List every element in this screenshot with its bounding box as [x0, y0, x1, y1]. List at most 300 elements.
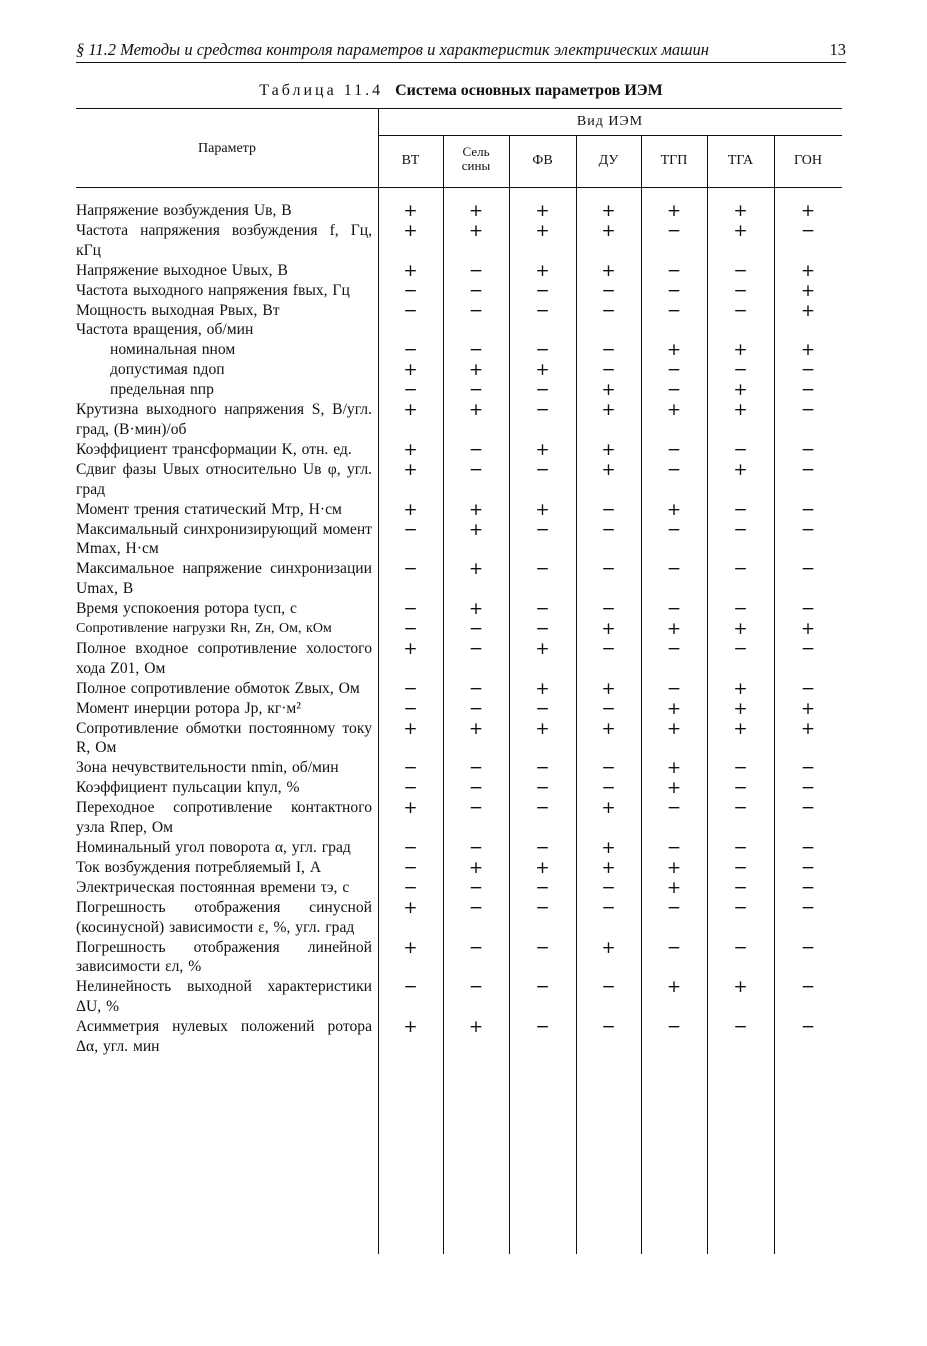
- applicability-mark: −: [468, 778, 484, 799]
- applicability-mark: +: [601, 400, 616, 421]
- applicability-mark: +: [601, 718, 616, 739]
- applicability-mark: −: [403, 340, 418, 361]
- applicability-mark: +: [800, 340, 816, 361]
- applicability-mark: +: [403, 718, 418, 739]
- applicability-mark: +: [535, 499, 550, 520]
- running-head-title: § 11.2 Методы и средства контроля параметров и характеристик электрических машин: [76, 40, 709, 59]
- applicability-mark: +: [733, 678, 748, 699]
- applicability-mark: −: [733, 877, 748, 898]
- applicability-mark: −: [666, 559, 682, 580]
- applicability-mark: −: [535, 1017, 550, 1038]
- applicability-mark: +: [468, 220, 484, 241]
- applicability-mark: +: [800, 698, 816, 719]
- applicability-mark: −: [666, 360, 682, 381]
- applicability-mark: −: [800, 559, 816, 580]
- table-top-rule: [76, 108, 842, 109]
- table-row: [76, 599, 842, 619]
- applicability-mark: −: [535, 599, 550, 620]
- applicability-mark: +: [403, 499, 418, 520]
- applicability-mark: −: [601, 897, 616, 918]
- applicability-mark: −: [535, 877, 550, 898]
- applicability-mark: −: [733, 857, 748, 878]
- applicability-mark: −: [733, 499, 748, 520]
- applicability-mark: −: [800, 439, 816, 460]
- applicability-mark: −: [468, 380, 484, 401]
- applicability-mark: −: [601, 280, 616, 301]
- table-row: [76, 559, 842, 599]
- applicability-mark: +: [535, 678, 550, 699]
- applicability-mark: +: [733, 459, 748, 480]
- table-row: [76, 639, 842, 679]
- parameter-name: Напряжение выходное Uвых, В: [76, 261, 288, 279]
- applicability-mark: −: [800, 897, 816, 918]
- applicability-mark: −: [666, 638, 682, 659]
- table-row: [76, 878, 842, 898]
- applicability-mark: +: [666, 340, 682, 361]
- applicability-mark: −: [468, 300, 484, 321]
- applicability-mark: −: [403, 778, 418, 799]
- applicability-mark: +: [601, 220, 616, 241]
- applicability-mark: −: [601, 977, 616, 998]
- applicability-mark: −: [468, 678, 484, 699]
- applicability-mark: −: [666, 937, 682, 958]
- applicability-mark: −: [666, 599, 682, 620]
- applicability-mark: +: [666, 400, 682, 421]
- applicability-mark: +: [403, 439, 418, 460]
- applicability-mark: +: [733, 698, 748, 719]
- applicability-mark: −: [666, 838, 682, 858]
- parameter-name: Момент инерции ротора Jр, кг·м²: [76, 699, 301, 717]
- applicability-mark: −: [800, 857, 816, 878]
- parameter-name: Сопротивление нагрузки Rн, Zн, Ом, кОм: [76, 621, 332, 637]
- applicability-mark: +: [666, 778, 682, 799]
- parameter-name: Погрешность отображения синусной (косинусной) зависимости ε, %, угл. град: [76, 898, 372, 936]
- parameter-name: Нелинейность выходной характеристики ΔU, %: [76, 978, 372, 1016]
- group-header-rule: [378, 135, 842, 136]
- parameter-name: Частота вращения, об/мин: [76, 321, 254, 339]
- applicability-mark: −: [601, 519, 616, 540]
- parameter-name: Частота напряжения возбуждения f, Гц, кГц: [76, 221, 372, 259]
- table-row: [76, 679, 842, 699]
- column-header-tgp: ТГП: [660, 153, 688, 168]
- applicability-mark: +: [535, 201, 550, 221]
- applicability-mark: [443, 320, 509, 340]
- applicability-mark: +: [733, 220, 748, 241]
- applicability-mark: −: [601, 300, 616, 321]
- table-caption-title: Система основных параметров ИЭМ: [395, 82, 663, 99]
- applicability-mark: −: [535, 758, 550, 779]
- applicability-mark: −: [800, 499, 816, 520]
- parameter-name: Мощность выходная Pвых, Вт: [76, 301, 280, 319]
- table-row: [76, 380, 842, 400]
- table-row: [76, 201, 842, 221]
- parameter-name: Зона нечувствительности nmin, об/мин: [76, 759, 339, 777]
- param-column-header: Параметр: [198, 141, 256, 156]
- applicability-mark: −: [733, 300, 748, 321]
- parameter-name: Полное сопротивление обмоток Zвых, Ом: [76, 679, 360, 697]
- applicability-mark: −: [800, 599, 816, 620]
- applicability-mark: −: [601, 1017, 616, 1038]
- applicability-mark: +: [535, 220, 550, 241]
- applicability-mark: +: [800, 619, 816, 640]
- applicability-mark: +: [601, 380, 616, 401]
- applicability-mark: +: [601, 937, 616, 958]
- applicability-mark: +: [733, 380, 748, 401]
- applicability-mark: −: [403, 877, 418, 898]
- applicability-mark: −: [535, 340, 550, 361]
- applicability-mark: +: [733, 619, 748, 640]
- table-row: [76, 699, 842, 719]
- applicability-mark: −: [535, 519, 550, 540]
- applicability-mark: +: [666, 201, 682, 221]
- applicability-mark: +: [733, 977, 748, 998]
- applicability-mark: +: [535, 360, 550, 381]
- table-row: [76, 898, 842, 938]
- applicability-mark: −: [535, 778, 550, 799]
- parameter-name: предельная nпр: [110, 381, 214, 399]
- applicability-mark: −: [733, 559, 748, 580]
- applicability-mark: −: [733, 519, 748, 540]
- column-header-gon: ГОН: [794, 153, 822, 168]
- applicability-mark: +: [535, 857, 550, 878]
- group-column-header: Вид ИЭМ: [576, 114, 644, 129]
- applicability-mark: −: [800, 838, 816, 858]
- applicability-mark: −: [468, 340, 484, 361]
- applicability-mark: +: [403, 260, 418, 281]
- applicability-mark: +: [468, 1017, 484, 1038]
- applicability-mark: −: [733, 758, 748, 779]
- applicability-mark: −: [535, 619, 550, 640]
- column-header-tga: ТГА: [727, 153, 754, 168]
- parameter-name: Напряжение возбуждения Uв, В: [76, 202, 292, 219]
- applicability-mark: +: [468, 857, 484, 878]
- applicability-mark: −: [733, 280, 748, 301]
- applicability-mark: +: [601, 678, 616, 699]
- applicability-mark: −: [468, 798, 484, 819]
- table-row: [76, 360, 842, 380]
- parameter-name: Частота выходного напряжения fвых, Гц: [76, 281, 350, 299]
- applicability-mark: −: [666, 280, 682, 301]
- applicability-mark: +: [403, 459, 418, 480]
- applicability-mark: +: [601, 201, 616, 221]
- applicability-mark: −: [800, 360, 816, 381]
- applicability-mark: +: [800, 718, 816, 739]
- applicability-mark: −: [468, 439, 484, 460]
- column-header-vt: ВТ: [401, 153, 420, 168]
- applicability-mark: −: [468, 977, 484, 998]
- column-header-selsyn: Сель сины: [461, 144, 491, 173]
- page-number: 13: [829, 40, 846, 59]
- applicability-mark: −: [601, 559, 616, 580]
- applicability-mark: −: [468, 459, 484, 480]
- applicability-mark: +: [403, 201, 418, 221]
- applicability-mark: +: [468, 559, 484, 580]
- applicability-mark: −: [733, 439, 748, 460]
- parameter-name: Номинальный угол поворота α, угл. град: [76, 839, 351, 856]
- applicability-mark: −: [468, 758, 484, 779]
- applicability-mark: −: [403, 519, 418, 540]
- applicability-mark: +: [666, 877, 682, 898]
- applicability-mark: [378, 320, 443, 340]
- applicability-mark: +: [601, 260, 616, 281]
- applicability-mark: −: [733, 838, 748, 858]
- parameter-name: Переходное сопротивление контактного узла Rпер, Ом: [76, 799, 372, 837]
- applicability-mark: −: [403, 380, 418, 401]
- applicability-mark: −: [666, 260, 682, 281]
- applicability-mark: −: [468, 937, 484, 958]
- header-rule: [76, 62, 846, 63]
- applicability-mark: +: [733, 718, 748, 739]
- applicability-mark: −: [666, 300, 682, 321]
- applicability-mark: +: [666, 758, 682, 779]
- applicability-mark: −: [468, 619, 484, 640]
- applicability-mark: −: [800, 220, 816, 241]
- parameter-name: номинальная nном: [110, 341, 236, 359]
- table-row: [76, 938, 842, 978]
- applicability-mark: +: [403, 638, 418, 659]
- applicability-mark: −: [403, 619, 418, 640]
- applicability-mark: −: [535, 380, 550, 401]
- applicability-mark: −: [733, 260, 748, 281]
- applicability-mark: +: [403, 1017, 418, 1038]
- applicability-mark: +: [403, 360, 418, 381]
- applicability-mark: +: [403, 798, 418, 819]
- table-row: [76, 440, 842, 460]
- table-row: [76, 400, 842, 440]
- applicability-mark: −: [403, 300, 418, 321]
- applicability-mark: −: [800, 778, 816, 799]
- applicability-mark: −: [403, 758, 418, 779]
- applicability-mark: +: [403, 220, 418, 241]
- applicability-mark: −: [601, 877, 616, 898]
- table-caption-label: Таблица 11.4: [259, 82, 384, 99]
- applicability-mark: +: [601, 619, 616, 640]
- applicability-mark: −: [666, 798, 682, 819]
- applicability-mark: +: [733, 201, 748, 221]
- column-header-du: ДУ: [598, 153, 619, 168]
- applicability-mark: +: [403, 400, 418, 421]
- applicability-mark: −: [733, 360, 748, 381]
- applicability-mark: +: [468, 201, 484, 221]
- header-bottom-rule: [76, 187, 842, 188]
- applicability-mark: −: [666, 897, 682, 918]
- table-row: [76, 719, 842, 759]
- applicability-mark: −: [535, 838, 550, 858]
- applicability-mark: −: [601, 638, 616, 659]
- table-body: [76, 201, 842, 1057]
- applicability-mark: −: [601, 698, 616, 719]
- applicability-mark: +: [403, 897, 418, 918]
- parameter-name: Момент трения статический Mтр, Н·см: [76, 500, 342, 518]
- applicability-mark: +: [535, 718, 550, 739]
- parameter-name: Ток возбуждения потребляемый I, А: [76, 858, 322, 876]
- applicability-mark: +: [601, 439, 616, 460]
- applicability-mark: −: [468, 280, 484, 301]
- applicability-mark: −: [403, 698, 418, 719]
- table-row: [76, 500, 842, 520]
- applicability-mark: +: [468, 718, 484, 739]
- table-row: [76, 281, 842, 301]
- applicability-mark: [707, 320, 774, 340]
- applicability-mark: −: [800, 758, 816, 779]
- applicability-mark: −: [403, 280, 418, 301]
- parameter-name: Максимальное напряжение синхронизации Umax, В: [76, 560, 372, 598]
- table-row: [76, 221, 842, 261]
- applicability-mark: −: [666, 519, 682, 540]
- applicability-mark: [509, 320, 576, 340]
- applicability-mark: −: [403, 559, 418, 580]
- applicability-mark: −: [535, 798, 550, 819]
- applicability-mark: −: [601, 499, 616, 520]
- applicability-mark: −: [468, 897, 484, 918]
- applicability-mark: −: [666, 1017, 682, 1038]
- applicability-mark: −: [403, 857, 418, 878]
- applicability-mark: +: [468, 400, 484, 421]
- applicability-mark: +: [666, 499, 682, 520]
- applicability-mark: −: [468, 877, 484, 898]
- parameter-name: Полное входное сопротивление холостого хода Z01, Ом: [76, 639, 372, 677]
- parameters-table: [76, 108, 842, 1256]
- applicability-mark: +: [535, 439, 550, 460]
- table-row: [76, 340, 842, 360]
- applicability-mark: −: [468, 698, 484, 719]
- applicability-mark: −: [535, 559, 550, 580]
- applicability-mark: −: [535, 698, 550, 719]
- table-row: [76, 977, 842, 1017]
- table-row: [76, 301, 842, 321]
- applicability-mark: +: [800, 201, 816, 221]
- applicability-mark: −: [468, 838, 484, 858]
- applicability-mark: −: [733, 897, 748, 918]
- applicability-mark: +: [468, 599, 484, 620]
- parameter-name: Погрешность отображения линейной зависимости εл, %: [76, 938, 372, 976]
- table-caption: [76, 82, 846, 100]
- parameter-name: Коэффициент пульсации kпул, %: [76, 779, 300, 797]
- applicability-mark: −: [535, 897, 550, 918]
- table-row: [76, 858, 842, 878]
- applicability-mark: +: [468, 499, 484, 520]
- applicability-mark: +: [601, 838, 616, 858]
- applicability-mark: +: [403, 937, 418, 958]
- applicability-mark: −: [535, 280, 550, 301]
- applicability-mark: +: [535, 260, 550, 281]
- applicability-mark: −: [535, 977, 550, 998]
- applicability-mark: −: [800, 459, 816, 480]
- applicability-mark: −: [800, 877, 816, 898]
- applicability-mark: −: [535, 937, 550, 958]
- applicability-mark: −: [535, 459, 550, 480]
- applicability-mark: +: [666, 977, 682, 998]
- applicability-mark: +: [535, 638, 550, 659]
- applicability-mark: −: [535, 400, 550, 421]
- applicability-mark: −: [733, 778, 748, 799]
- applicability-mark: [774, 320, 842, 340]
- applicability-mark: +: [601, 798, 616, 819]
- applicability-mark: −: [601, 360, 616, 381]
- parameter-name: Максимальный синхронизирующий момент Mmax, Н·см: [76, 520, 372, 558]
- applicability-mark: −: [800, 977, 816, 998]
- applicability-mark: +: [666, 857, 682, 878]
- parameter-name: Сопротивление обмотки постоянному току R, Ом: [76, 719, 372, 757]
- table-row: [76, 798, 842, 838]
- parameter-name: Электрическая постоянная времени τэ, с: [76, 878, 350, 896]
- table-row: [76, 758, 842, 778]
- applicability-mark: −: [800, 678, 816, 699]
- table-row: [76, 320, 842, 340]
- applicability-mark: +: [468, 360, 484, 381]
- parameter-name: Коэффициент трансформации K, отн. ед.: [76, 440, 352, 458]
- applicability-mark: +: [800, 300, 816, 321]
- applicability-mark: −: [800, 1017, 816, 1038]
- applicability-mark: +: [800, 260, 816, 281]
- applicability-mark: −: [666, 459, 682, 480]
- applicability-mark: −: [666, 380, 682, 401]
- applicability-mark: −: [535, 300, 550, 321]
- applicability-mark: −: [733, 937, 748, 958]
- parameter-name: Сдвиг фазы Uвых относительно Uв φ, угл. град: [76, 460, 372, 498]
- table-row: [76, 1017, 842, 1057]
- applicability-mark: −: [666, 220, 682, 241]
- applicability-mark: −: [403, 838, 418, 858]
- applicability-mark: −: [403, 977, 418, 998]
- applicability-mark: −: [601, 778, 616, 799]
- applicability-mark: [576, 320, 641, 340]
- applicability-mark: −: [666, 439, 682, 460]
- applicability-mark: −: [800, 519, 816, 540]
- parameter-name: допустимая nдоп: [110, 361, 225, 379]
- column-header-fv: ФВ: [532, 153, 553, 168]
- parameter-name: Крутизна выходного напряжения S, В/угл. град, (В·мин)/об: [76, 401, 372, 438]
- parameter-name: Асимметрия нулевых положений ротора Δα, угл. мин: [76, 1018, 372, 1056]
- applicability-mark: −: [468, 260, 484, 281]
- applicability-mark: +: [601, 857, 616, 878]
- applicability-mark: −: [800, 638, 816, 659]
- table-row: [76, 520, 842, 560]
- applicability-mark: −: [468, 638, 484, 659]
- applicability-mark: [641, 320, 707, 340]
- table-row: [76, 778, 842, 798]
- applicability-mark: −: [666, 678, 682, 699]
- table-row: [76, 261, 842, 281]
- applicability-mark: +: [666, 718, 682, 739]
- table-row: [76, 619, 842, 639]
- applicability-mark: −: [601, 599, 616, 620]
- applicability-mark: −: [601, 340, 616, 361]
- applicability-mark: +: [666, 619, 682, 640]
- applicability-mark: −: [601, 758, 616, 779]
- applicability-mark: +: [601, 459, 616, 480]
- applicability-mark: +: [468, 519, 484, 540]
- parameter-name: Время успокоения ротора tусп, с: [76, 600, 297, 618]
- table-row: [76, 838, 842, 858]
- applicability-mark: −: [733, 1017, 748, 1038]
- applicability-mark: +: [733, 400, 748, 421]
- applicability-mark: +: [666, 698, 682, 719]
- applicability-mark: −: [733, 798, 748, 819]
- applicability-mark: −: [800, 380, 816, 401]
- applicability-mark: +: [800, 280, 816, 301]
- applicability-mark: −: [800, 798, 816, 819]
- applicability-mark: +: [733, 340, 748, 361]
- applicability-mark: −: [403, 599, 418, 620]
- running-head: [76, 40, 846, 62]
- table-row: [76, 460, 842, 500]
- applicability-mark: −: [733, 638, 748, 659]
- applicability-mark: −: [403, 678, 418, 699]
- applicability-mark: −: [800, 937, 816, 958]
- applicability-mark: −: [733, 599, 748, 620]
- applicability-mark: −: [800, 400, 816, 421]
